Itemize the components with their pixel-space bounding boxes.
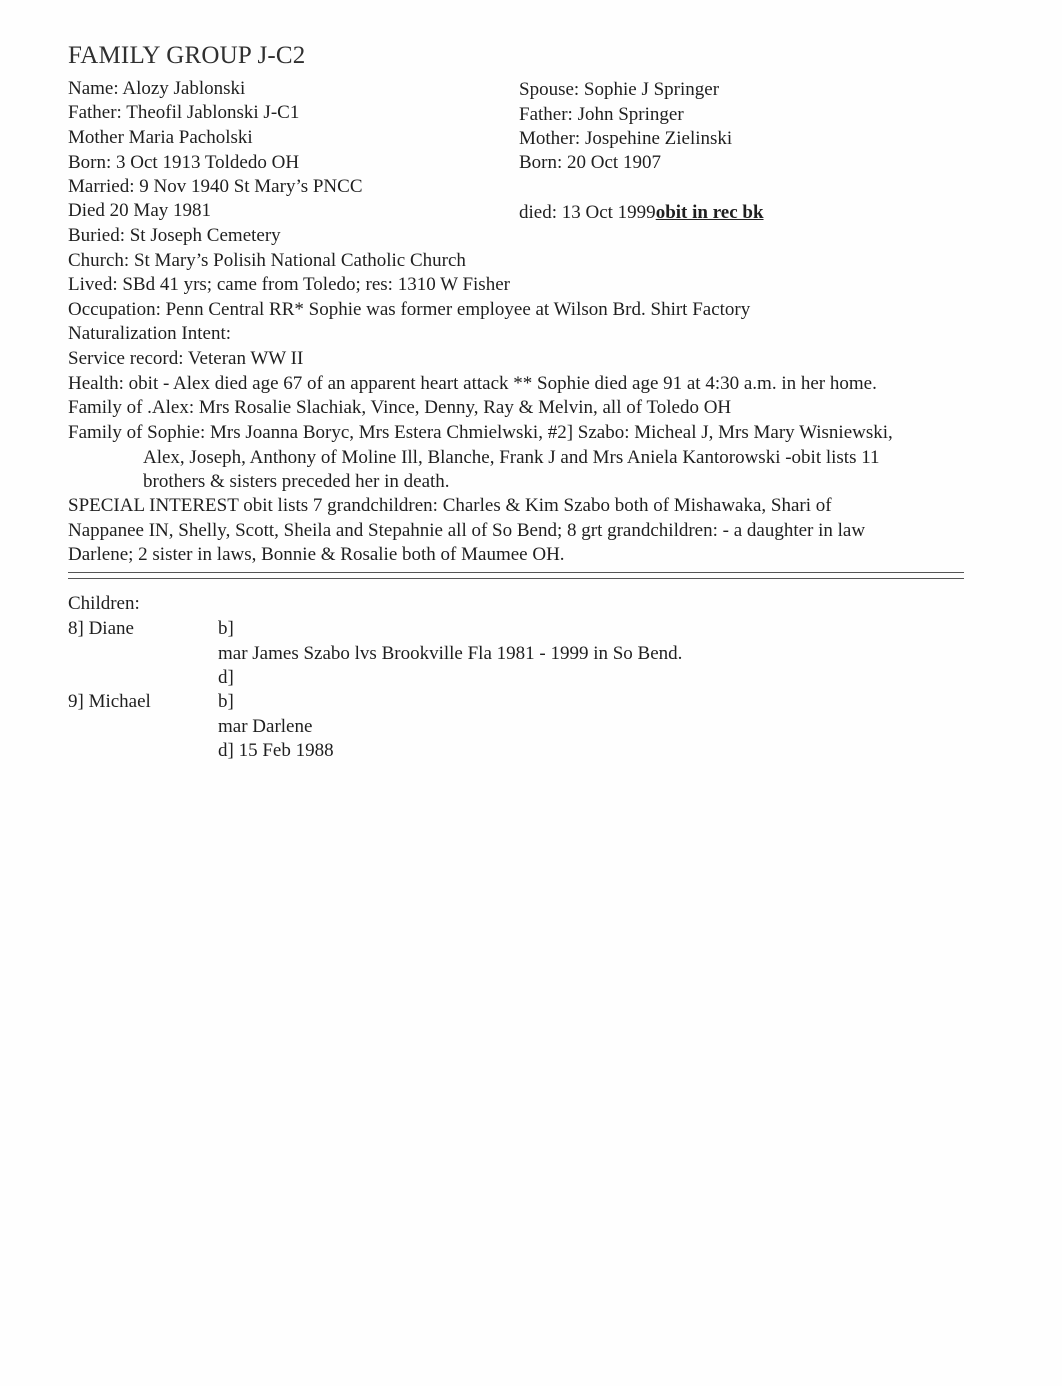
child-married: mar James Szabo lvs Brookville Fla 1981 - 1999 in So Bend. [218,643,683,664]
husband-name: Name: Alozy Jablonski [68,78,246,99]
child-born: b] [218,691,234,712]
child-died: d] 15 Feb 1988 [218,740,334,761]
husband-buried: Buried: St Joseph Cemetery [68,225,281,246]
child-name: 9] Michael [68,691,151,712]
children-label: Children: [68,593,140,614]
health: Health: obit - Alex died age 67 of an apparent heart attack ** Sophie died age 91 at 4:30 a.m. in her home. [68,373,877,394]
child-married: mar Darlene [218,716,313,737]
husband-father: Father: Theofil Jablonski J-C1 [68,102,300,123]
child-name: 8] Diane [68,618,134,639]
obit-reference: obit in rec bk [655,202,764,223]
special-interest-cont-2: Darlene; 2 sister in laws, Bonnie & Rosalie both of Maumee OH. [68,544,565,565]
family-of-sophie-cont-2: brothers & sisters preceded her in death. [143,471,450,492]
church: Church: St Mary’s Polisih National Catholic Church [68,250,466,271]
spouse-born: Born: 20 Oct 1907 [519,152,661,173]
spouse-died-line [519,202,764,224]
spouse-mother: Mother: Jospehine Zielinski [519,128,733,149]
naturalization-intent: Naturalization Intent: [68,323,232,344]
spouse-name: Spouse: Sophie J Springer [519,79,720,100]
occupation: Occupation: Penn Central RR* Sophie was former employee at Wilson Brd. Shirt Factory [68,299,751,320]
child-died: d] [218,667,234,688]
document-title: FAMILY GROUP J-C2 [68,42,306,69]
family-of-sophie-cont-1: Alex, Joseph, Anthony of Moline Ill, Blanche, Frank J and Mrs Aniela Kantorowski -obit lists 11 [143,447,880,468]
spouse-father: Father: John Springer [519,104,684,125]
service-record: Service record: Veteran WW II [68,348,304,369]
special-interest-cont-1: Nappanee IN, Shelly, Scott, Sheila and Stepahnie all of So Bend; 8 grt grandchildren: - a daughter in law [68,520,866,541]
husband-married: Married: 9 Nov 1940 St Mary’s PNCC [68,176,363,197]
husband-born: Born: 3 Oct 1913 Toldedo OH [68,152,300,173]
lived: Lived: SBd 41 yrs; came from Toledo; res: 1310 W Fisher [68,274,510,295]
spouse-died: died: 13 Oct 1999 [519,202,656,223]
husband-mother: Mother Maria Pacholski [68,127,253,148]
section-divider [68,572,964,579]
family-of-sophie: Family of Sophie: Mrs Joanna Boryc, Mrs Estera Chmielwski, #2] Szabo: Micheal J, Mrs Mary Wisniewski, [68,422,893,443]
special-interest: SPECIAL INTEREST obit lists 7 grandchildren: Charles & Kim Szabo both of Mishawaka, Shari of [68,495,832,516]
child-born: b] [218,618,234,639]
family-of-alex: Family of .Alex: Mrs Rosalie Slachiak, Vince, Denny, Ray & Melvin, all of Toledo OH [68,397,732,418]
husband-died: Died 20 May 1981 [68,200,212,221]
